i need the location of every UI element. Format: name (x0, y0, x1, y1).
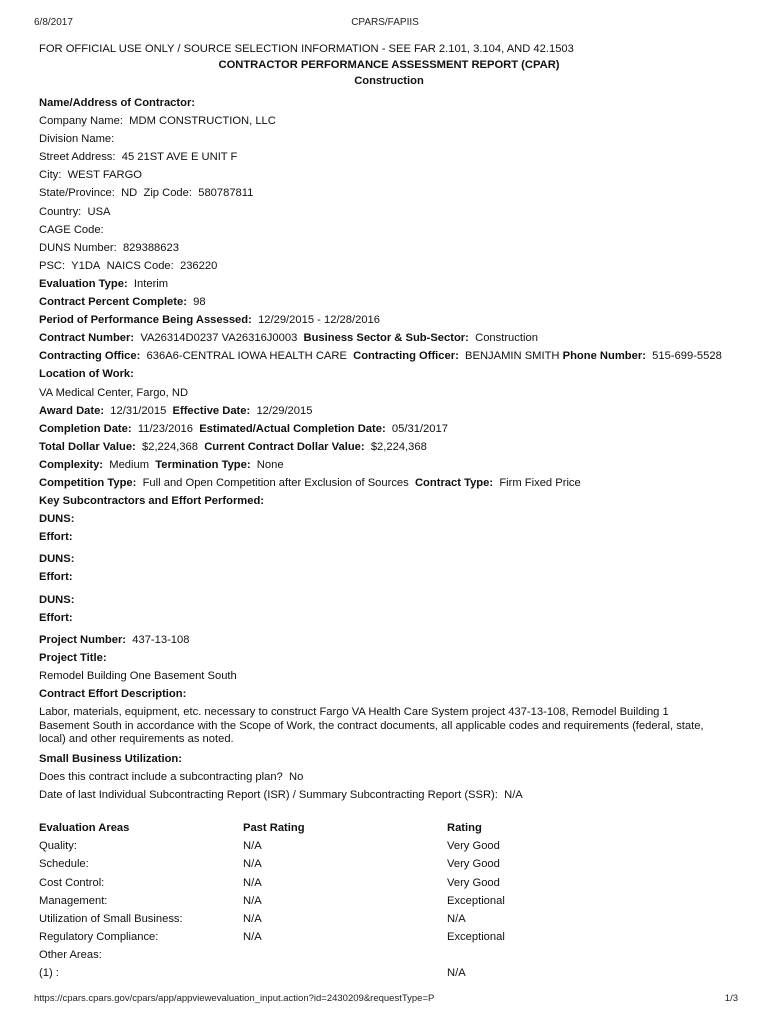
psc-naics-row (39, 257, 739, 275)
complexity-row (39, 456, 739, 474)
print-url: https://cpars.cpars.gov/cpars/app/appviewevaluation_input.action?id=2430209&requestType=P (34, 993, 435, 1004)
past-rating (243, 946, 447, 964)
company-name-value: MDM CONSTRUCTION, LLC (129, 115, 276, 128)
city-value: WEST FARGO (67, 169, 142, 182)
total-value-value: $2,224,368 (142, 440, 198, 453)
project-number-value: 437-13-108 (132, 633, 190, 646)
rating (447, 946, 647, 964)
rating: N/A (447, 912, 466, 925)
award-effective-row (39, 402, 739, 420)
contracting-officer-value: BENJAMIN SMITH (465, 350, 560, 363)
completion-date-value: 11/23/2016 (137, 422, 193, 435)
past-rating: N/A (243, 840, 262, 853)
termination-value: None (256, 458, 284, 471)
country-row (39, 203, 739, 221)
duns-number-label: DUNS Number: (39, 241, 117, 254)
subcontractor-duns-label: DUNS: (39, 553, 75, 566)
competition-value: Full and Open Competition after Exclusion of Sources (142, 476, 409, 489)
project-number-label: Project Number: (39, 633, 127, 646)
state-zip-row (39, 184, 739, 202)
naics-label: NAICS Code: (106, 259, 174, 272)
country-value: USA (87, 205, 111, 218)
phone-number-label: Phone Number: (562, 350, 646, 363)
rating: Very Good (447, 840, 500, 853)
location-value: VA Medical Center, Fargo, ND (39, 386, 189, 399)
area-name: Other Areas: (39, 949, 102, 962)
area-name: Schedule: (39, 858, 89, 871)
contract-type-label: Contract Type: (414, 476, 494, 489)
report-title: CONTRACTOR PERFORMANCE ASSESSMENT REPORT (CPAR) (218, 59, 560, 71)
effort-description-label: Contract Effort Description: (39, 688, 187, 700)
rating: N/A (447, 967, 466, 980)
city-label: City: (39, 169, 62, 182)
street-address-value: 45 21ST AVE E UNIT F (121, 151, 238, 164)
evaluation-type-row (39, 275, 739, 293)
project-number-row (39, 631, 739, 649)
subcontractor-duns-label: DUNS: (39, 513, 75, 526)
period-value: 12/29/2015 - 12/28/2016 (258, 314, 380, 327)
table-row (39, 873, 647, 891)
percent-complete-value: 98 (193, 296, 206, 309)
rating: Very Good (447, 858, 500, 871)
street-address-label: Street Address: (39, 151, 116, 164)
page-number: 1/3 (724, 993, 738, 1004)
est-completion-value: 05/31/2017 (391, 422, 448, 435)
cage-code-label: CAGE Code: (39, 223, 104, 236)
total-value-label: Total Dollar Value: (39, 440, 136, 453)
contracting-office-label: Contracting Office: (39, 350, 141, 363)
evaluation-table-header (39, 819, 647, 837)
company-name-row (39, 112, 739, 130)
effort-description-value: Labor, materials, equipment, etc. necessary to construct Fargo VA Health Care System project 437-13-108, Remodel Building 1 Basement South in accordance with the Scope of Work, the contract documents, all applicable codes and requirements (federal, state, local) and other requirements as noted. (39, 706, 704, 746)
past-rating: N/A (243, 894, 262, 907)
cpar-document (39, 41, 739, 983)
percent-complete-row (39, 293, 739, 311)
fouo-banner: FOR OFFICIAL USE ONLY / SOURCE SELECTION INFORMATION - SEE FAR 2.101, 3.104, AND 42.1503 (39, 43, 574, 55)
city-row (39, 166, 739, 184)
subcontractor-effort-label: Effort: (39, 531, 73, 544)
subcontracting-plan-answer: No (289, 770, 304, 783)
header-rating: Rating (447, 821, 482, 834)
header-evaluation-areas: Evaluation Areas (39, 821, 130, 834)
contracting-office-value: 636A6-CENTRAL IOWA HEALTH CARE (146, 350, 347, 363)
contracting-office-row (39, 347, 739, 365)
past-rating: N/A (243, 912, 262, 925)
area-name: (1) : (39, 967, 59, 980)
contract-number-row (39, 329, 739, 347)
print-page-title: CPARS/FAPIIS (351, 17, 419, 28)
subcontractor-effort-label: Effort: (39, 611, 73, 624)
phone-number-value: 515-699-5528 (652, 350, 722, 363)
report-subtitle: Construction (354, 75, 424, 87)
subcontractors-heading: Key Subcontractors and Effort Performed: (39, 495, 265, 508)
contract-type-value: Firm Fixed Price (499, 476, 581, 489)
current-value-label: Current Contract Dollar Value: (204, 440, 365, 453)
award-date-value: 12/31/2015 (110, 404, 167, 417)
division-name-label: Division Name: (39, 133, 115, 146)
completion-row (39, 420, 739, 438)
award-date-label: Award Date: (39, 404, 105, 417)
business-sector-label: Business Sector & Sub-Sector: (303, 332, 469, 345)
effective-date-label: Effective Date: (172, 404, 251, 417)
percent-complete-label: Contract Percent Complete: (39, 296, 187, 309)
project-title-value: Remodel Building One Basement South (39, 669, 237, 682)
rating: Very Good (447, 876, 500, 889)
location-label: Location of Work: (39, 368, 134, 381)
print-date: 6/8/2017 (34, 17, 73, 28)
table-row (39, 892, 647, 910)
psc-value: Y1DA (71, 259, 101, 272)
evaluation-type-value: Interim (133, 277, 169, 290)
competition-label: Competition Type: (39, 476, 137, 489)
past-rating: N/A (243, 876, 262, 889)
duns-number-row (39, 239, 739, 257)
table-row (39, 946, 647, 964)
table-row (39, 837, 647, 855)
business-sector-value: Construction (475, 332, 538, 345)
competition-row (39, 474, 739, 492)
table-row (39, 964, 647, 982)
complexity-label: Complexity: (39, 458, 104, 471)
naics-value: 236220 (179, 259, 218, 272)
evaluation-type-label: Evaluation Type: (39, 277, 128, 290)
header-past-rating: Past Rating (243, 821, 305, 834)
rating: Exceptional (447, 931, 505, 944)
rating: Exceptional (447, 894, 505, 907)
table-row (39, 855, 647, 873)
state-label: State/Province: (39, 187, 115, 200)
contract-number-label: Contract Number: (39, 332, 135, 345)
est-completion-label: Estimated/Actual Completion Date: (199, 422, 386, 435)
street-address-row (39, 148, 739, 166)
state-value: ND (121, 187, 138, 200)
effective-date-value: 12/29/2015 (256, 404, 313, 417)
project-title-label: Project Title: (39, 651, 107, 664)
complexity-value: Medium (109, 458, 150, 471)
area-name: Cost Control: (39, 876, 105, 889)
small-business-heading: Small Business Utilization: (39, 752, 182, 765)
past-rating (243, 964, 447, 982)
table-row (39, 910, 647, 928)
contracting-officer-label: Contracting Officer: (353, 350, 459, 363)
area-name: Quality: (39, 840, 77, 853)
past-rating: N/A (243, 858, 262, 871)
current-value-value: $2,224,368 (370, 440, 427, 453)
past-rating: N/A (243, 931, 262, 944)
subcontracting-plan-question: Does this contract include a subcontracting plan? (39, 770, 283, 783)
duns-number-value: 829388623 (122, 241, 179, 254)
zip-label: Zip Code: (143, 187, 192, 200)
area-name: Utilization of Small Business: (39, 912, 183, 925)
evaluation-table (39, 819, 647, 983)
company-name-label: Company Name: (39, 115, 123, 128)
contract-number-value: VA26314D0237 VA26316J0003 (140, 332, 298, 345)
completion-date-label: Completion Date: (39, 422, 132, 435)
isr-question: Date of last Individual Subcontracting Report (ISR) / Summary Subcontracting Report (SSR): (39, 788, 498, 801)
contractor-heading: Name/Address of Contractor: (39, 97, 196, 109)
isr-row (39, 786, 739, 804)
subcontractor-effort-label: Effort: (39, 571, 73, 584)
period-row (39, 311, 739, 329)
area-name: Regulatory Compliance: (39, 931, 159, 944)
isr-answer: N/A (504, 788, 523, 801)
table-row (39, 928, 647, 946)
subcontracting-plan-row (39, 768, 739, 786)
termination-label: Termination Type: (155, 458, 251, 471)
area-name: Management: (39, 894, 108, 907)
period-label: Period of Performance Being Assessed: (39, 314, 252, 327)
subcontractor-duns-label: DUNS: (39, 593, 75, 606)
country-label: Country: (39, 205, 82, 218)
zip-value: 580787811 (198, 187, 254, 200)
psc-label: PSC: (39, 259, 66, 272)
dollar-value-row (39, 438, 739, 456)
